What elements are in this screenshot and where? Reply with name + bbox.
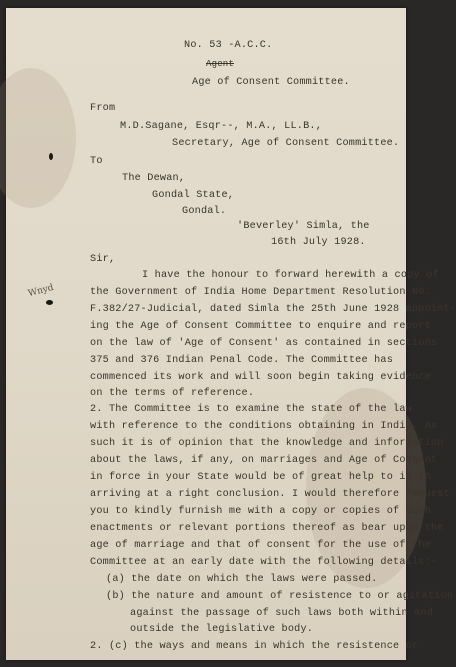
- recipient-line-3: Gondal.: [182, 206, 227, 217]
- recipient-line-1: The Dewan,: [122, 173, 186, 184]
- body-line: arriving at a right conclusion. I would therefore request: [90, 489, 450, 500]
- body-line: ing the Age of Consent Committee to enquire and report: [90, 321, 431, 332]
- body-line: such it is of opinion that the knowledge and information: [90, 438, 444, 449]
- body-line: enactments or relevant portions thereof as bear upon the: [90, 523, 444, 534]
- body-line: about the laws, if any, on marriages and Age of Consent: [90, 455, 438, 466]
- body-line: outside the legislative body.: [130, 624, 314, 635]
- body-line: F.382/27-Judicial, dated Simla the 25th June 1928 appoint-: [90, 304, 456, 315]
- body-line: 2. The Committee is to examine the state of the law: [90, 404, 412, 415]
- reference-number: No. 53 -A.C.C.: [184, 40, 273, 51]
- body-line: the Government of India Home Department Resolution No.: [90, 287, 431, 298]
- body-line: 375 and 376 Indian Penal Code. The Committee has: [90, 355, 394, 366]
- ink-mark: [46, 300, 53, 305]
- to-label: To: [90, 156, 103, 167]
- body-line: on the law of 'Age of Consent' as contained in sections: [90, 338, 438, 349]
- body-line: commenced its work and will soon begin taking evidence: [90, 372, 431, 383]
- body-line: 2. (c) the ways and means in which the resistence or: [90, 641, 419, 652]
- sender-name: M.D.Sagane, Esqr--, M.A., LL.B.,: [120, 121, 323, 132]
- struck-word: Agent: [206, 59, 235, 69]
- from-label: From: [90, 103, 116, 114]
- body-line: on the terms of reference.: [90, 388, 255, 399]
- date-line: 16th July 1928.: [271, 237, 366, 248]
- recipient-line-2: Gondal State,: [152, 190, 235, 201]
- body-line: with reference to the conditions obtaining in India. As: [90, 421, 438, 432]
- ink-mark: [49, 153, 53, 160]
- body-line: I have the honour to forward herewith a copy of: [142, 270, 439, 281]
- sender-title: Secretary, Age of Consent Committee.: [172, 138, 400, 149]
- body-line: against the passage of such laws both within and: [130, 608, 434, 619]
- committee-heading: Age of Consent Committee.: [192, 77, 350, 88]
- body-line: you to kindly furnish me with a copy or copies of such: [90, 506, 431, 517]
- body-line: (b) the nature and amount of resistence to or agitation: [106, 591, 454, 602]
- paper-stain: [0, 68, 76, 208]
- letter-page: [6, 8, 456, 660]
- body-line: Committee at an early date with the following details:-: [90, 557, 438, 568]
- salutation: Sir,: [90, 254, 116, 265]
- body-line: in force in your State would be of great help to it in: [90, 472, 431, 483]
- body-line: age of marriage and that of consent for the use of the: [90, 540, 431, 551]
- place-line: 'Beverley' Simla, the: [237, 221, 370, 232]
- handwritten-margin-note: Wnyd: [27, 282, 55, 300]
- body-line: (a) the date on which the laws were passed.: [106, 574, 378, 585]
